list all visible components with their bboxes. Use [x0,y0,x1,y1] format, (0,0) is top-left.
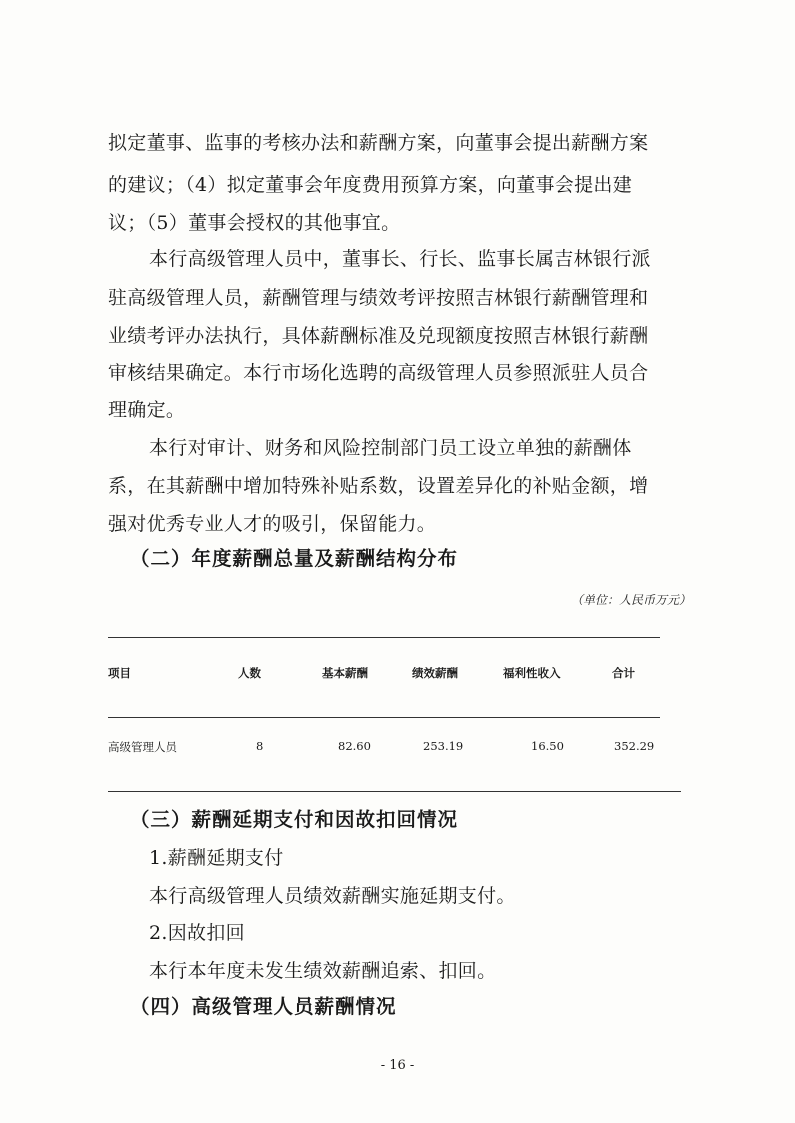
table-unit-note: （单位：人民币万元） [570,593,691,607]
paragraph-2-line-4: 审核结果确定。本行市场化选聘的高级管理人员参照派驻人员合 [108,362,649,384]
table-header-benefits: 福利性收入 [503,666,561,680]
table-top-rule [108,637,660,638]
table-header-headcount: 人数 [238,666,261,680]
table-header-base-pay: 基本薪酬 [322,666,368,680]
subsection-clawback-text: 本行本年度未发生绩效薪酬追索、扣回。 [149,960,497,982]
subsection-deferral-title: 1.薪酬延期支付 [149,847,284,869]
paragraph-3-line-3: 强对优秀专业人才的吸引，保留能力。 [108,513,437,535]
table-cell-headcount: 8 [256,739,264,753]
table-cell-total: 352.29 [614,739,655,753]
paragraph-2-line-5: 理确定。 [108,399,186,421]
paragraph-1-line-3: 议；（5）董事会授权的其他事宜。 [108,212,401,234]
table-header-rule [108,717,660,718]
paragraph-2-line-2: 驻高级管理人员，薪酬管理与绩效考评按照吉林银行薪酬管理和 [108,287,649,309]
paragraph-1-line-1: 拟定董事、监事的考核办法和薪酬方案，向董事会提出薪酬方案 [108,132,649,154]
table-cell-benefits: 16.50 [531,739,564,753]
section-heading-senior-management-pay: （四）高级管理人员薪酬情况 [130,995,397,1018]
subsection-clawback-title: 2.因故扣回 [149,922,245,944]
page-number: - 16 - [380,1058,415,1073]
subsection-deferral-text: 本行高级管理人员绩效薪酬实施延期支付。 [149,885,516,907]
section-heading-deferral-clawback: （三）薪酬延期支付和因故扣回情况 [130,808,459,831]
table-cell-performance-pay: 253.19 [423,739,464,753]
paragraph-3-line-1: 本行对审计、财务和风险控制部门员工设立单独的薪酬体 [149,437,632,459]
paragraph-2-line-3: 业绩考评办法执行，具体薪酬标准及兑现额度按照吉林银行薪酬 [108,325,649,347]
table-cell-base-pay: 82.60 [338,739,371,753]
paragraph-1-line-2: 的建议；（4）拟定董事会年度费用预算方案，向董事会提出建 [108,174,632,196]
table-header-item: 项目 [108,666,131,680]
table-cell-item: 高级管理人员 [108,740,177,754]
table-bottom-rule [108,791,681,792]
paragraph-3-line-2: 系，在其薪酬中增加特殊补贴系数，设置差异化的补贴金额，增 [108,475,649,497]
section-heading-compensation-total: （二）年度薪酬总量及薪酬结构分布 [130,547,459,570]
table-header-performance-pay: 绩效薪酬 [412,666,458,680]
table-header-total: 合计 [612,666,635,680]
paragraph-2-line-1: 本行高级管理人员中，董事长、行长、监事长属吉林银行派 [149,248,651,270]
